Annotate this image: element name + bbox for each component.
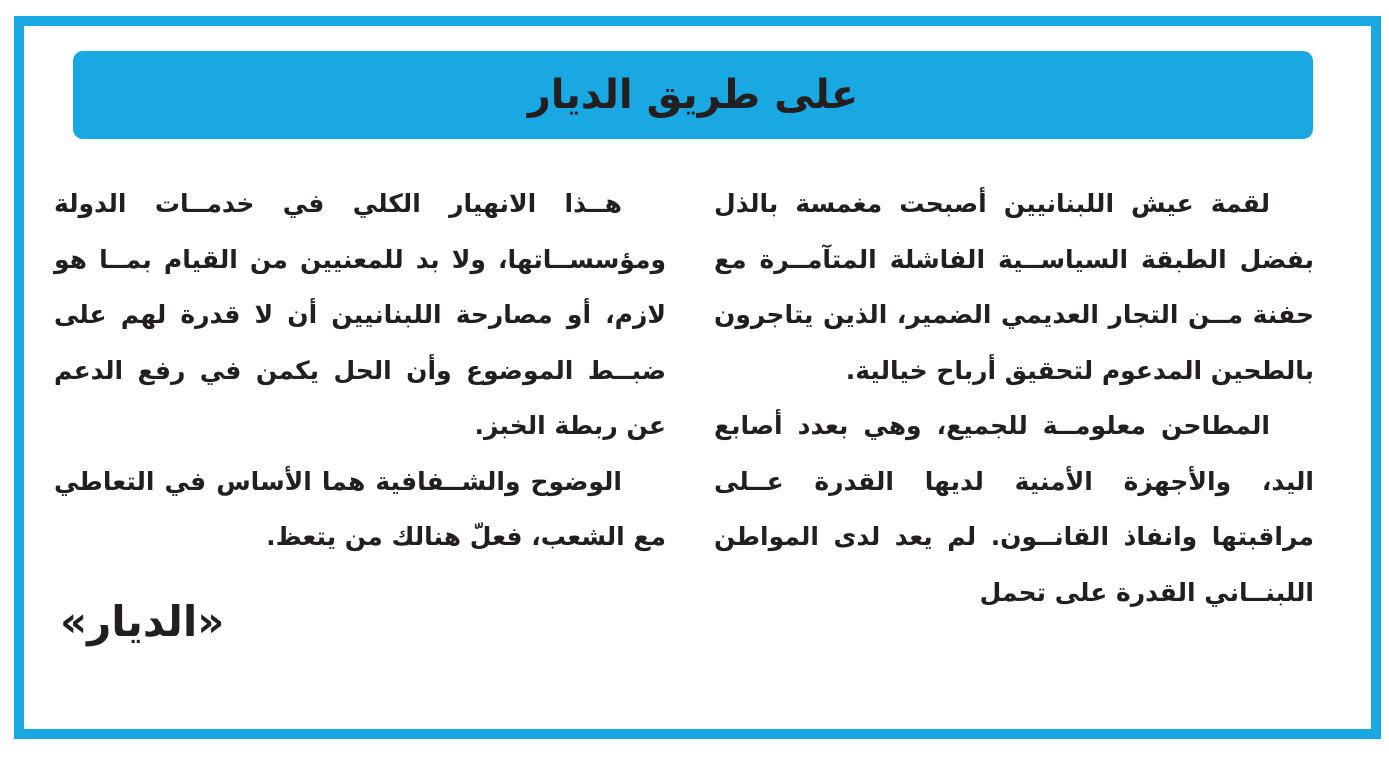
signature: «الديار» — [60, 597, 225, 646]
left-paragraph-2: الوضوح والشــفافية هما الأساس في التعاطي مع الشعب، فعلّ هنالك من يتعظ. — [54, 466, 666, 551]
title-banner — [73, 51, 1313, 139]
right-column — [714, 176, 1314, 620]
right-paragraph-1: لقمة عيش اللبنانيين أصبحت مغمسة بالذل بفضل الطبقة السياســية الفاشلة المتآمــرة مع حفنة مــن التجار العديمي الضمير، الذين يتاجرون بالطحين المدعوم لتحقيق أرباح خيالية. — [714, 189, 1314, 385]
right-paragraph-2: المطاحن معلومــة للجميع، وهي بعدد أصابع اليد، والأجهزة الأمنية لديها القدرة عــلى مراقبتها وانفاذ القانــون. لم يعد لدى المواطن اللبنــاني القدرة على تحمل — [714, 411, 1314, 607]
left-column — [54, 176, 666, 565]
editorial-frame — [14, 16, 1381, 739]
left-paragraph-1: هــذا الانهيار الكلي في خدمــات الدولة ومؤسســاتها، ولا بد للمعنيين من القيام بمــا هو لازم، أو مصارحة اللبنانيين أن لا قدرة لهم على ضبــط الموضوع وأن الحل يكمن في رفع الدعم عن ربطة الخبز. — [54, 189, 666, 440]
page-title: على طريق الديار — [527, 72, 859, 118]
